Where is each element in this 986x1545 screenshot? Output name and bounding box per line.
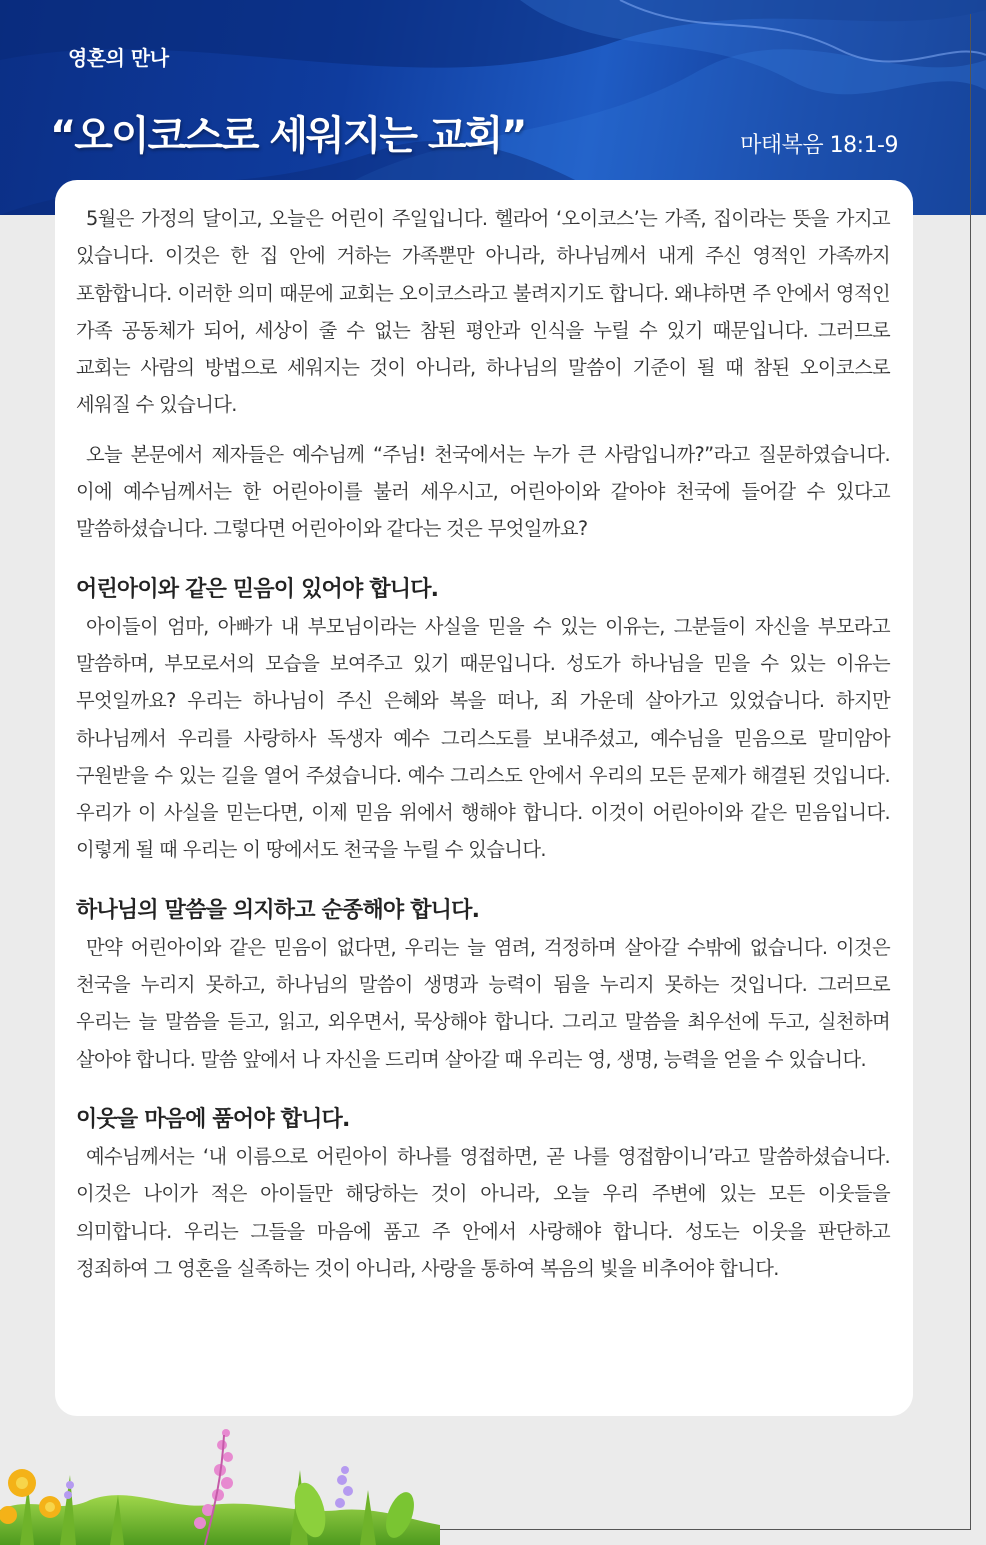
page-title: “오이코스로 세워지는 교회” bbox=[50, 113, 526, 159]
intro-paragraph-1: 5월은 가정의 달이고, 오늘은 어린이 주일입니다. 헬라어 ‘오이코스’는 가족, 집이라는 뜻을 가지고 있습니다. 이것은 한 집 안에 거하는 가족뿐만 아니라, 하나님께서 내게 주신 영적인 가족까지 포함합니다. 이러한 의미 때문에 교회는 오이코스라고 불려지기도 합니다. 왜냐하면 주 안에서 영적인 가족 공동체가 되어, 세상이 줄 수 없는 참된 평안과 인식을 누릴 수 있기 때문입니다. 그러므로 교회는 사람의 방법으로 세워지는 것이 아니라, 하나님의 말씀이 기준이 될 때 참된 오이코스로 세워질 수 있습니다. bbox=[76, 207, 890, 417]
section-heading-3: 이웃을 마음에 품어야 합니다. bbox=[76, 1106, 350, 1132]
frame-border-right bbox=[970, 14, 971, 1530]
section-body-2: 만약 어린아이와 같은 믿음이 없다면, 우리는 늘 염려, 걱정하며 살아갈 수밖에 없습니다. 이것은 천국을 누리지 못하고, 하나님의 말씀이 생명과 능력이 됨을 누리지 못하는 것입니다. 그러므로 우리는 늘 말씀을 듣고, 읽고, 외우면서, 묵상해야 합니다. 그리고 말씀을 최우선에 두고, 실천하며 살아야 합니다. 말씀 앞에서 나 자신을 드리며 살아갈 때 우리는 영, 생명, 능력을 얻을 수 있습니다. bbox=[76, 935, 890, 1071]
section-heading-2: 하나님의 말씀을 의지하고 순종해야 합니다. bbox=[76, 897, 480, 923]
section-body-1: 아이들이 엄마, 아빠가 내 부모님이라는 사실을 믿을 수 있는 이유는, 그분들이 자신을 부모라고 말씀하며, 부모로서의 모습을 보여주고 있기 때문입니다. 성도가 하나님을 믿을 수 있는 이유는 무엇일까요? 우리는 하나님이 주신 은혜와 복을 떠나, 죄 가운데 살아가고 있었습니다. 하지만 하나님께서 우리를 사랑하사 독생자 예수 그리스도를 보내주셨고, 예수님을 믿음으로 말미암아 구원받을 수 있는 길을 열어 주셨습니다. 예수 그리스도 안에서 우리의 모든 문제가 해결된 것입니다. 우리가 이 사실을 믿는다면, 이제 믿음 위에서 행해야 합니다. 이것이 어린아이와 같은 믿음입니다. 이렇게 될 때 우리는 이 땅에서도 천국을 누릴 수 있습니다. bbox=[76, 614, 890, 862]
series-label: 영혼의 만나 bbox=[68, 46, 169, 70]
scripture-reference: 마태복음 18:1-9 bbox=[740, 133, 898, 158]
intro-paragraph-2: 오늘 본문에서 제자들은 예수님께 “주님! 천국에서는 누가 큰 사람입니까?”라고 질문하였습니다. 이에 예수님께서는 한 어린아이를 불러 세우시고, 어린아이와 같아야 천국에 들어갈 수 있다고 말씀하셨습니다. 그렇다면 어린아이와 같다는 것은 무엇일까요? bbox=[76, 442, 890, 541]
section-heading-1: 어린아이와 같은 믿음이 있어야 합니다. bbox=[76, 576, 439, 602]
section-body-3: 예수님께서는 ‘내 이름으로 어린아이 하나를 영접하면, 곧 나를 영접함이니’라고 말씀하셨습니다. 이것은 나이가 적은 아이들만 해당하는 것이 아니라, 오늘 우리 주변에 있는 모든 이웃들을 의미합니다. 우리는 그들을 마음에 품고 주 안에서 사랑해야 합니다. 성도는 이웃을 판단하고 정죄하여 그 영혼을 실족하는 것이 아니라, 사랑을 통하여 복음의 빛을 비추어야 합니다. bbox=[76, 1144, 890, 1280]
content-card bbox=[55, 180, 913, 1416]
article-body bbox=[76, 200, 890, 1299]
flower-decoration-image bbox=[0, 1415, 440, 1545]
